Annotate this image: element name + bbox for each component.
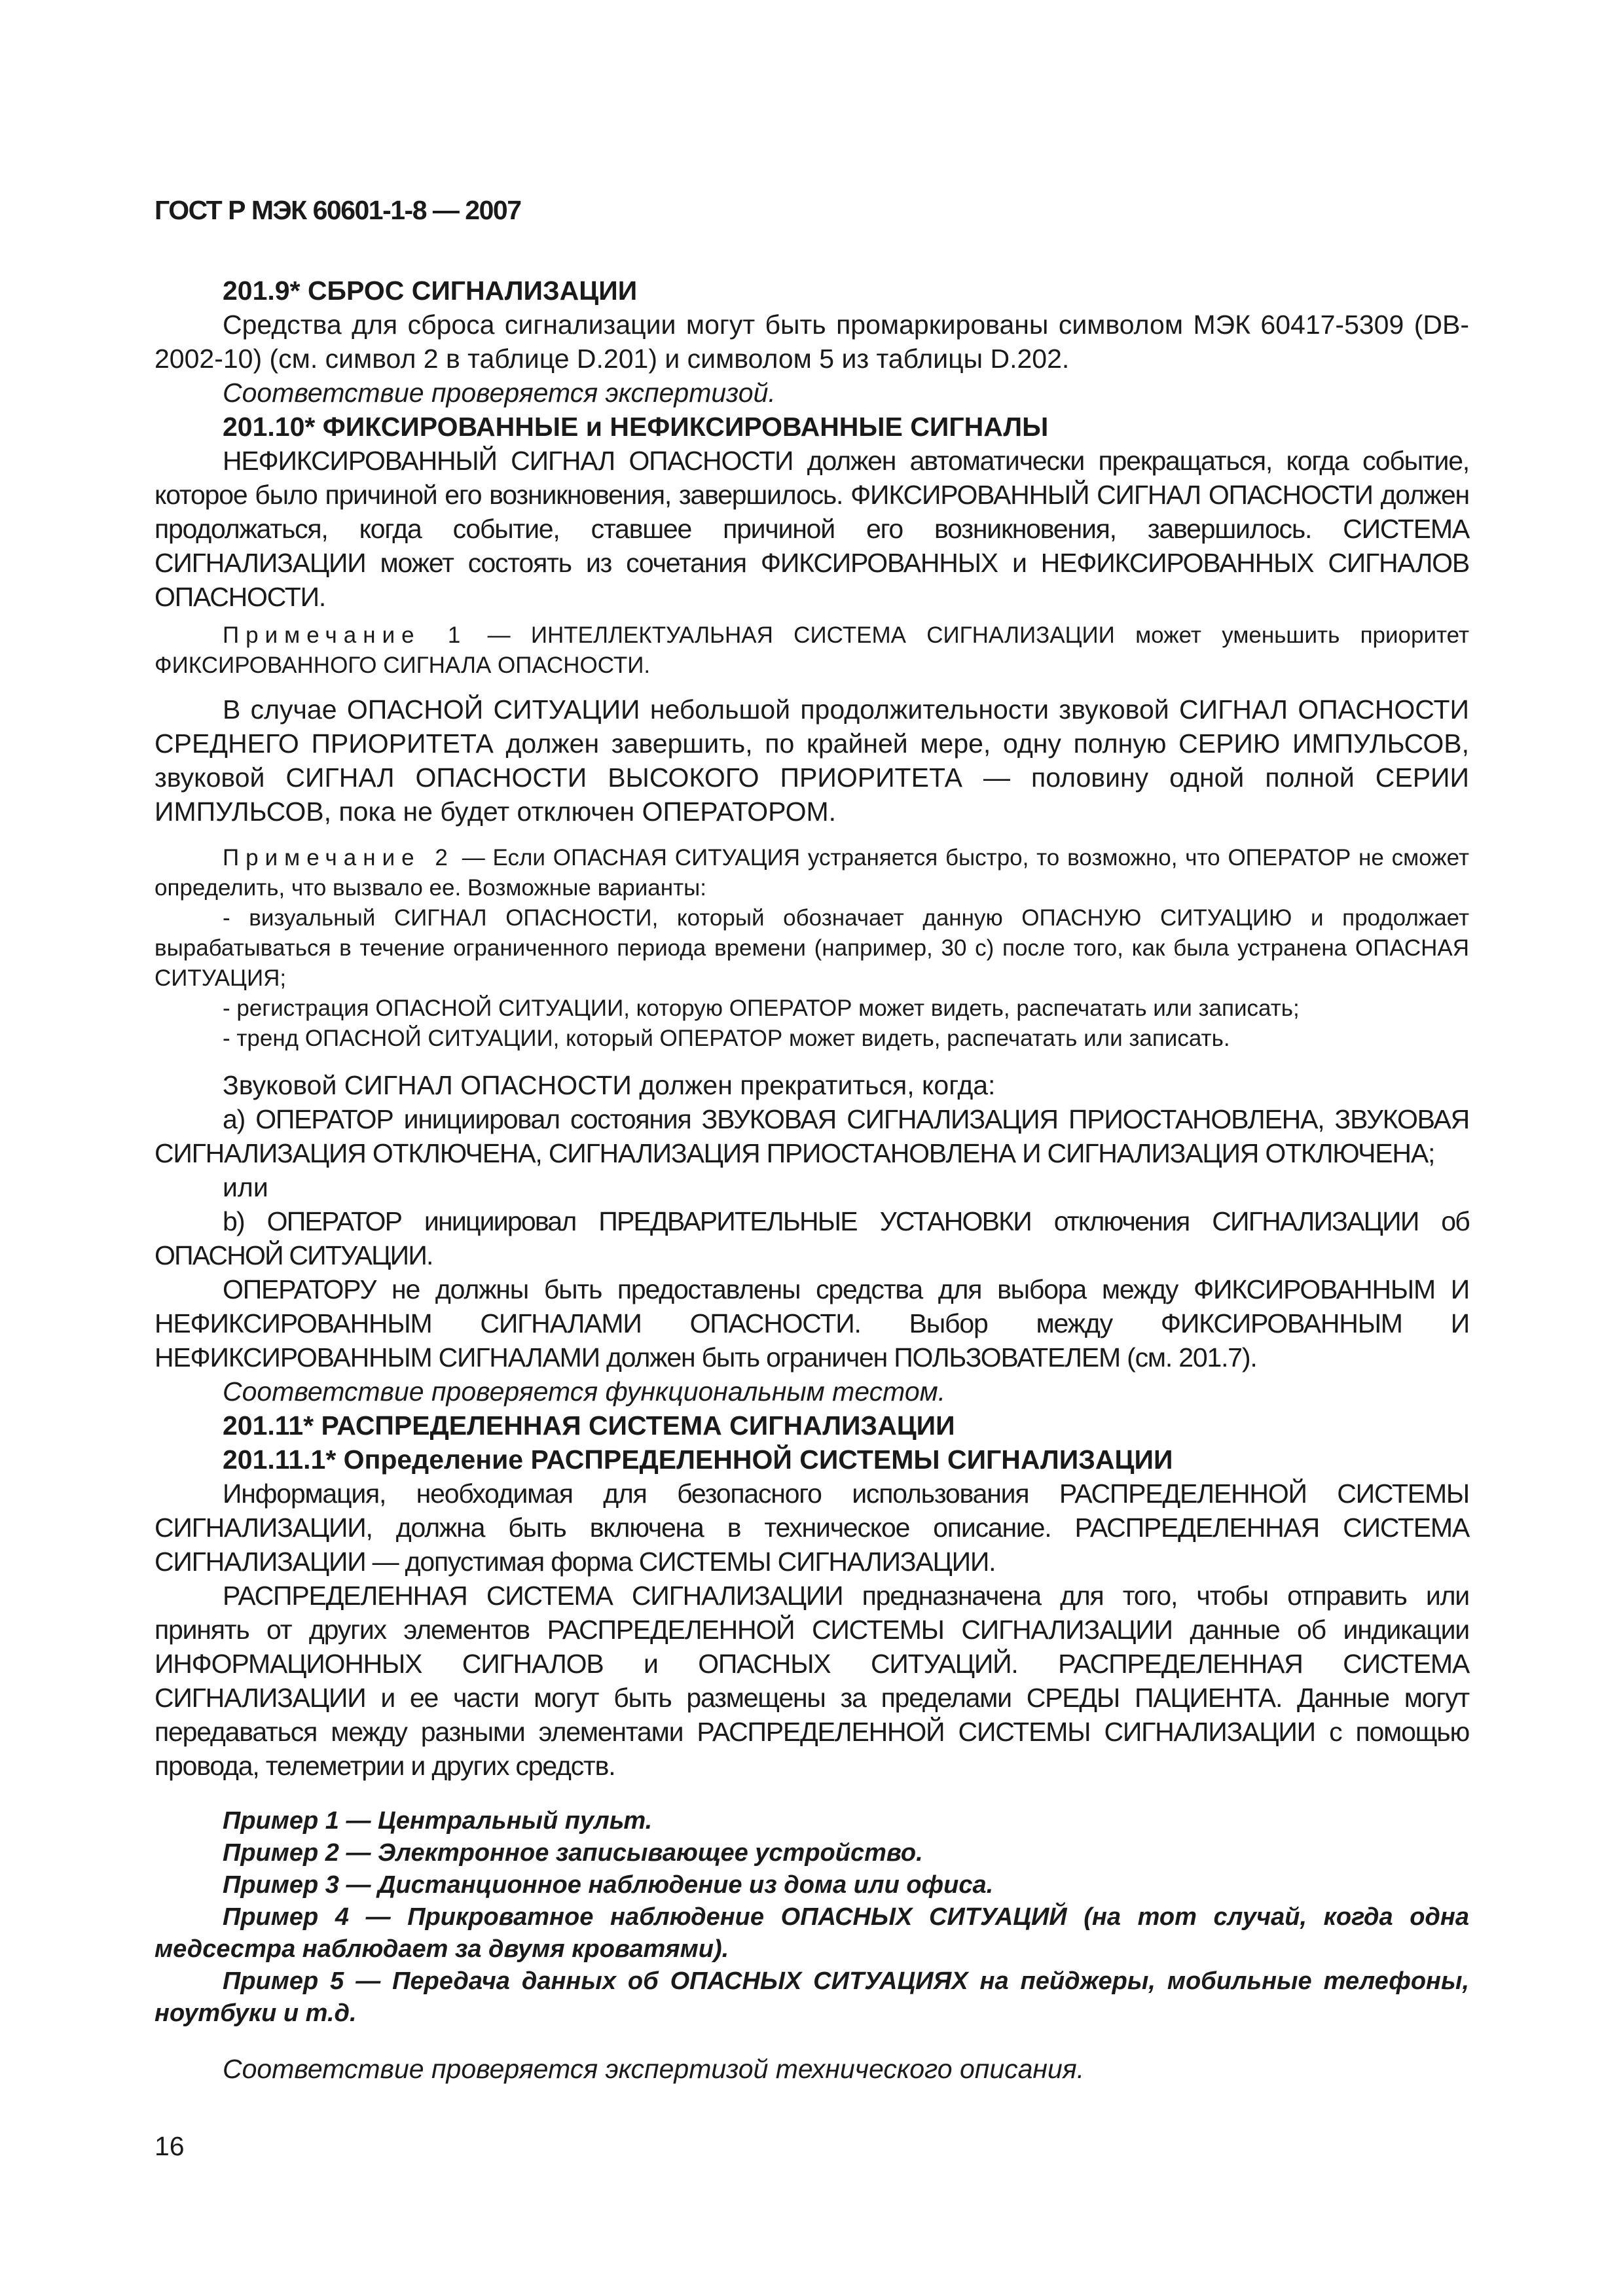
compliance-line: Соответствие проверяется экспертизой.: [223, 378, 776, 408]
paragraph: Звуковой СИГНАЛ ОПАСНОСТИ должен прекратиться, когда:: [223, 1070, 996, 1100]
note-list-item: - регистрация ОПАСНОЙ СИТУАЦИИ, которую ОПЕРАТОР может видеть, распечатать или записать;: [223, 996, 1300, 1021]
paragraph: или: [223, 1172, 268, 1202]
note-text: — ИНТЕЛЛЕКТУАЛЬНАЯ СИСТЕМА СИГНАЛИЗАЦИИ может уменьшить приоритет ФИКСИРОВАННОГО СИГНАЛА ОПАСНОСТИ.: [155, 622, 1469, 678]
compliance-line: Соответствие проверяется экспертизой технического описания.: [223, 2054, 1085, 2084]
note-label: Примечание 2: [223, 845, 454, 870]
example-item: Пример 3 — Дистанционное наблюдение из дома или офиса.: [223, 1871, 994, 1899]
section-title-201-9: 201.9* СБРОС СИГНАЛИЗАЦИИ: [223, 276, 638, 306]
example-item: Пример 2 — Электронное записывающее устройство.: [223, 1839, 923, 1867]
page-number: 16: [155, 2131, 185, 2161]
note-2: [155, 843, 1469, 903]
paragraph: НЕФИКСИРОВАННЫЙ СИГНАЛ ОПАСНОСТИ должен автоматически прекращаться, когда событие, которое было причиной его возникновения, завершилось. ФИКСИРОВАННЫЙ СИГНАЛ ОПАСНОСТИ должен продолжаться, когда событие, ставшее причиной его возникновения, завершилось. СИСТЕМА СИГНАЛИЗАЦИИ может состоять из сочетания ФИКСИРОВАННЫХ и НЕФИКСИРОВАННЫХ СИГНАЛОВ ОПАСНОСТИ.: [155, 446, 1469, 612]
paragraph: ОПЕРАТОРУ не должны быть предоставлены средства для выбора между ФИКСИРОВАННЫМ И НЕФИКСИРОВАННЫМ СИГНАЛАМИ ОПАСНОСТИ. Выбор между ФИКСИРОВАННЫМ И НЕФИКСИРОВАННЫМ СИГНАЛАМИ должен быть ограничен ПОЛЬЗОВАТЕЛЕМ (см. 201.7).: [155, 1274, 1469, 1372]
section-title-201-10: 201.10* ФИКСИРОВАННЫЕ и НЕФИКСИРОВАННЫЕ СИГНАЛЫ: [223, 412, 1049, 442]
paragraph: Средства для сброса сигнализации могут быть промаркированы символом МЭК 60417-5309 (DB-2002-10) (см. символ 2 в таблице D.201) и символом 5 из таблицы D.202.: [155, 310, 1469, 374]
note-list-item: - визуальный СИГНАЛ ОПАСНОСТИ, который обозначает данную ОПАСНУЮ СИТУАЦИЮ и продолжает вырабатываться в течение ограниченного периода времени (например, 30 с) после того, как была устранена ОПАСНАЯ СИТУАЦИЯ;: [155, 905, 1469, 991]
example-item: Пример 1 — Центральный пульт.: [223, 1807, 653, 1835]
paragraph: Информация, необходимая для безопасного использования РАСПРЕДЕЛЕННОЙ СИСТЕМЫ СИГНАЛИЗАЦИИ, должна быть включена в техническое описание. РАСПРЕДЕЛЕННАЯ СИСТЕМА СИГНАЛИЗАЦИИ — допустимая форма СИСТЕМЫ СИГНАЛИЗАЦИИ.: [155, 1479, 1469, 1577]
document-header: ГОСТ Р МЭК 60601-1-8 — 2007: [155, 195, 521, 225]
note-list-item: - тренд ОПАСНОЙ СИТУАЦИИ, который ОПЕРАТОР может видеть, распечатать или записать.: [223, 1026, 1230, 1051]
note-1: [155, 620, 1469, 681]
section-title-201-11: 201.11* РАСПРЕДЕЛЕННАЯ СИСТЕМА СИГНАЛИЗАЦИИ: [223, 1410, 955, 1441]
document-body: [155, 274, 1469, 2086]
list-item-b: b) ОПЕРАТОР инициировал ПРЕДВАРИТЕЛЬНЫЕ УСТАНОВКИ отключения СИГНАЛИЗАЦИИ об ОПАСНОЙ СИТУАЦИИ.: [155, 1206, 1469, 1270]
paragraph: В случае ОПАСНОЙ СИТУАЦИИ небольшой продолжительности звуковой СИГНАЛ ОПАСНОСТИ СРЕДНЕГО ПРИОРИТЕТА должен завершить, по крайней мере, одну полную СЕРИЮ ИМПУЛЬСОВ, звуковой СИГНАЛ ОПАСНОСТИ ВЫСОКОГО ПРИОРИТЕТА — половину одной полной СЕРИИ ИМПУЛЬСОВ, пока не будет отключен ОПЕРАТОРОМ.: [155, 694, 1469, 827]
list-item-a: a) ОПЕРАТОР инициировал состояния ЗВУКОВАЯ СИГНАЛИЗАЦИЯ ПРИОСТАНОВЛЕНА, ЗВУКОВАЯ СИГНАЛИЗАЦИЯ ОТКЛЮЧЕНА, СИГНАЛИЗАЦИЯ ПРИОСТАНОВЛЕНА И СИГНАЛИЗАЦИЯ ОТКЛЮЧЕНА;: [155, 1104, 1469, 1168]
note-label: Примечание 1: [223, 622, 467, 648]
note-text: — Если ОПАСНАЯ СИТУАЦИЯ устраняется быстро, то возможно, что ОПЕРАТОР не сможет определить, что вызвало ее. Возможные варианты:: [155, 845, 1469, 901]
example-item: Пример 4 — Прикроватное наблюдение ОПАСНЫХ СИТУАЦИЙ (на тот случай, когда одна медсестра наблюдает за двумя кроватями).: [155, 1903, 1469, 1963]
example-item: Пример 5 — Передача данных об ОПАСНЫХ СИТУАЦИЯХ на пейджеры, мобильные телефоны, ноутбуки и т.д.: [155, 1967, 1469, 2027]
paragraph: РАСПРЕДЕЛЕННАЯ СИСТЕМА СИГНАЛИЗАЦИИ предназначена для того, чтобы отправить или принять от других элементов РАСПРЕДЕЛЕННОЙ СИСТЕМЫ СИГНАЛИЗАЦИИ данные об индикации ИНФОРМАЦИОННЫХ СИГНАЛОВ и ОПАСНЫХ СИТУАЦИЙ. РАСПРЕДЕЛЕННАЯ СИСТЕМА СИГНАЛИЗАЦИИ и ее части могут быть размещены за пределами СРЕДЫ ПАЦИЕНТА. Данные могут передаваться между разными элементами РАСПРЕДЕЛЕННОЙ СИСТЕМЫ СИГНАЛИЗАЦИИ с помощью провода, телеметрии и других средств.: [155, 1581, 1469, 1781]
compliance-line: Соответствие проверяется функциональным тестом.: [223, 1376, 946, 1407]
subsection-title-201-11-1: 201.11.1* Определение РАСПРЕДЕЛЕННОЙ СИСТЕМЫ СИГНАЛИЗАЦИИ: [223, 1444, 1173, 1475]
